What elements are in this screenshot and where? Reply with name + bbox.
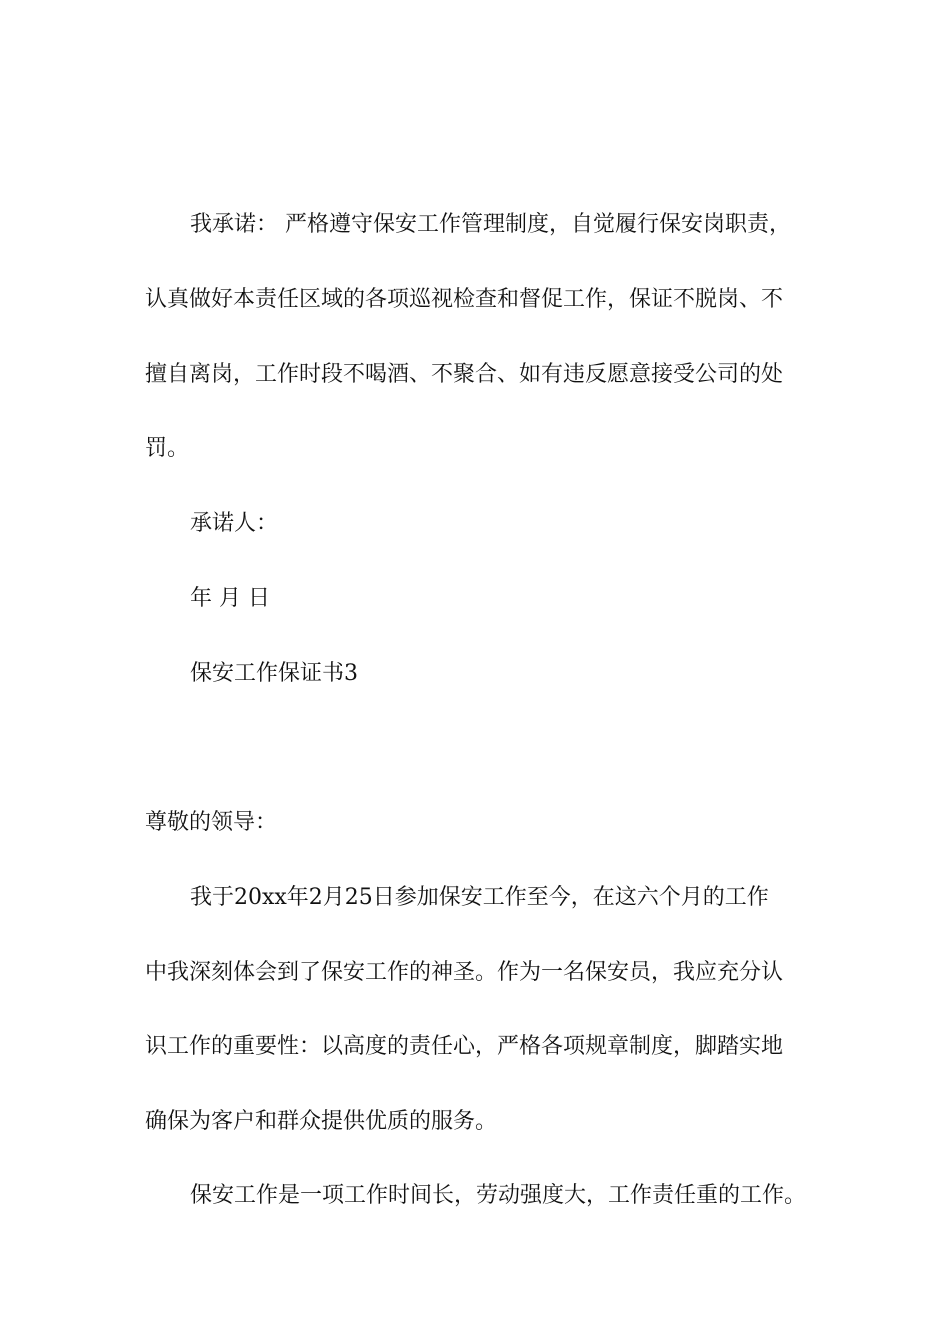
para2-line-1: 保安工作是一项工作时间长，劳动强度大，工作责任重的工作。 xyxy=(190,1183,807,1208)
salutation: 尊敬的领导： xyxy=(145,810,278,835)
para1-line-1: 我于20xx年2月25日参加保安工作至今，在这六个月的工作 xyxy=(190,885,769,910)
para1-line-4: 确保为客户和群众提供优质的服务。 xyxy=(145,1109,498,1134)
date-line: 年 月 日 xyxy=(190,586,270,611)
pledge-line-3: 擅自离岗，工作时段不喝酒、不聚合、如有违反愿意接受公司的处 xyxy=(145,362,784,387)
para1-line-2: 中我深刻体会到了保安工作的神圣。作为一名保安员，我应充分认 xyxy=(145,960,784,985)
signer-label: 承诺人： xyxy=(190,511,279,536)
para1-line-3: 识工作的重要性：以高度的责任心，严格各项规章制度，脚踏实地 xyxy=(145,1034,784,1059)
pledge-line-4: 罚。 xyxy=(145,436,190,461)
section-title: 保安工作保证书3 xyxy=(190,661,358,686)
pledge-line-2: 认真做好本责任区域的各项巡视检查和督促工作，保证不脱岗、不 xyxy=(145,287,784,312)
pledge-line-1: 我承诺： 严格遵守保安工作管理制度，自觉履行保安岗职责， xyxy=(190,212,791,237)
